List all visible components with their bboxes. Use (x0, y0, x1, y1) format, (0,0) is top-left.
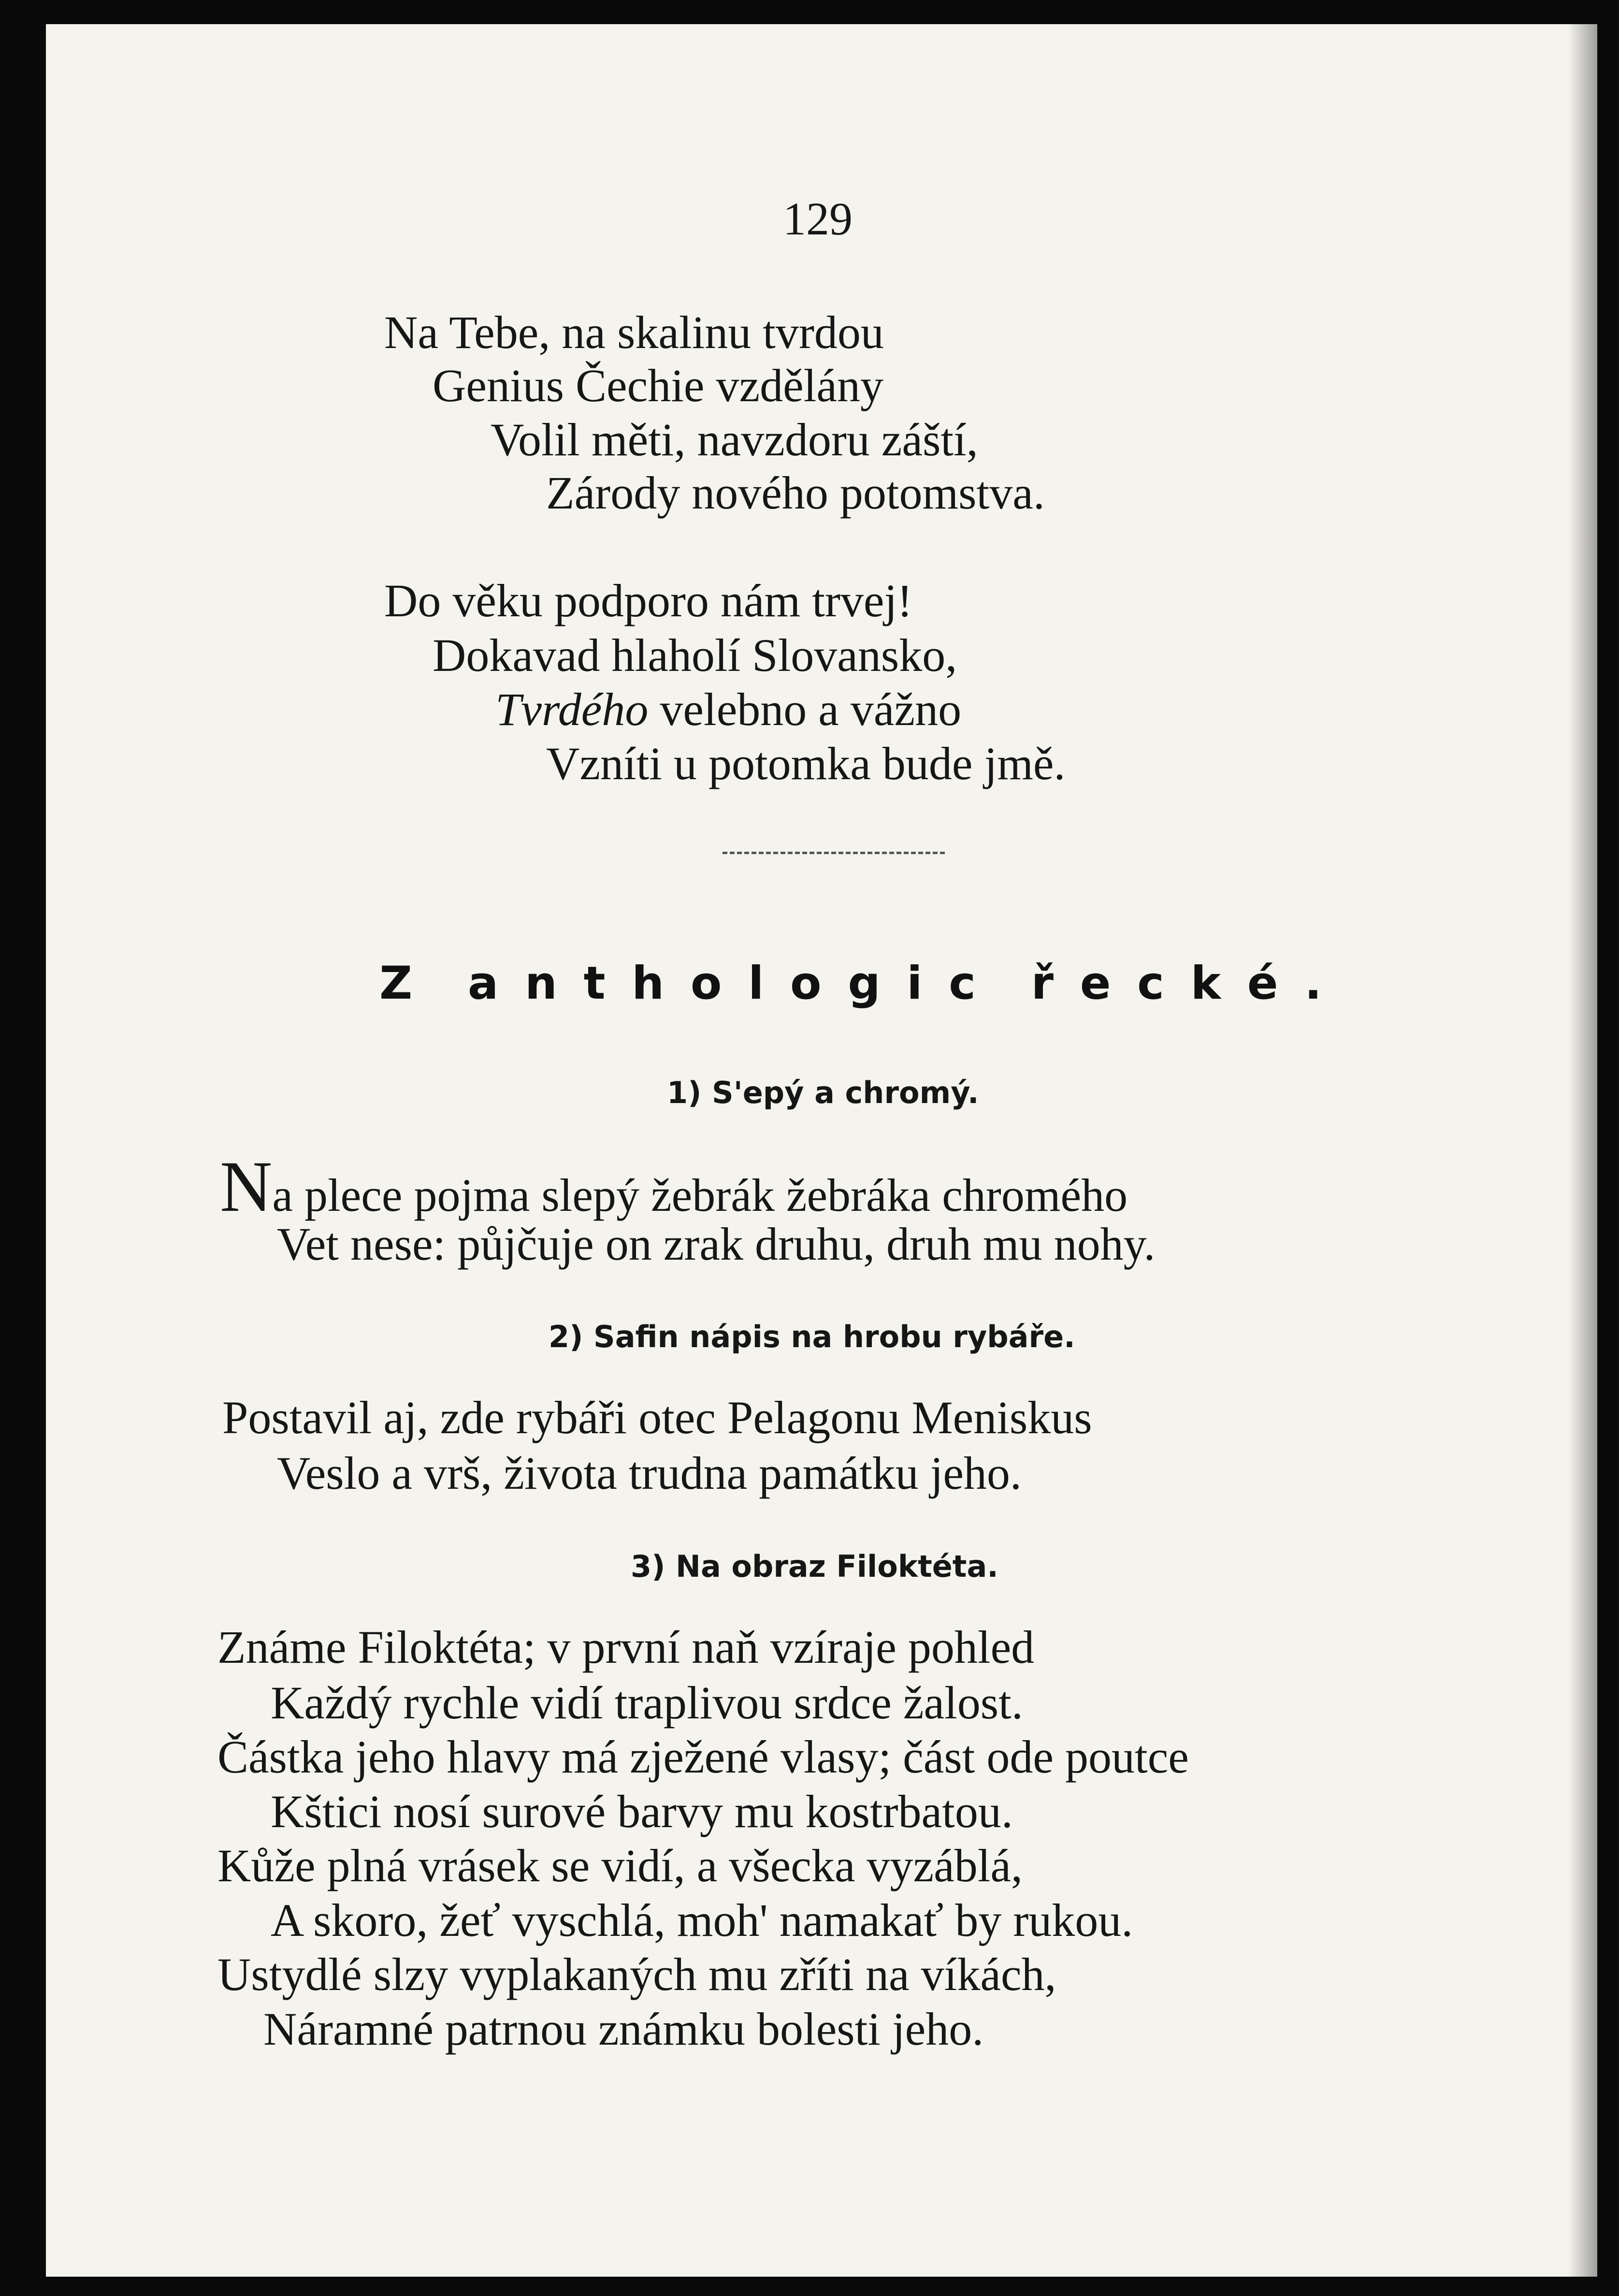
title-letter: c (1137, 957, 1164, 1010)
title-letter: k (1190, 957, 1221, 1010)
title-letter: g (848, 957, 881, 1010)
title-letter: i (907, 957, 923, 1010)
page-number: 129 (783, 193, 853, 245)
title-letter: Z (379, 957, 413, 1010)
section-divider (723, 852, 945, 854)
poem-line-rest: velebno a vážno (660, 683, 962, 735)
epigram-line: Vet nese: půjčuje on zrak druhu, druh mu nohy. (277, 1218, 1156, 1270)
epigram-line: Částka jeho hlavy má zježené vlasy; část ode poutce (217, 1731, 1189, 1783)
title-letter: t (583, 957, 606, 1010)
section-title (379, 957, 1322, 1010)
poem-line: Volil měti, navzdoru záští, (491, 414, 978, 465)
title-letter: e (1080, 957, 1111, 1010)
poem-line: Genius Čechie vzdělány (433, 360, 883, 411)
poem-line: Vzníti u potomka bude jmě. (546, 738, 1066, 789)
epigram-line: Náramné patrnou známku bolesti jeho. (263, 2003, 984, 2055)
title-letter: o (690, 957, 722, 1010)
epigram-heading: 2) Safin nápis na hrobu rybáře. (549, 1319, 1075, 1354)
epigram-line: Kůže plná vrásek se vidí, a všecka vyzáblá, (217, 1840, 1023, 1891)
poem-line: Do věku podporo nám trvej! (384, 575, 913, 626)
title-letter: . (1304, 957, 1322, 1010)
epigram-line: A skoro, žeť vyschlá, moh' namakať by rukou. (271, 1894, 1133, 1946)
title-letter: n (524, 957, 557, 1010)
epigram-heading: 3) Na obraz Filoktéta. (631, 1549, 998, 1584)
title-letter: ř (1031, 957, 1054, 1010)
title-letter: h (632, 957, 665, 1010)
epigram-line: Veslo a vrš, života trudna památku jeho. (277, 1447, 1022, 1499)
title-letter: o (790, 957, 822, 1010)
title-letter: é (1247, 957, 1278, 1010)
title-letter: c (949, 957, 976, 1010)
poem-line: Na Tebe, na skalinu tvrdou (384, 306, 884, 358)
epigram-line: Ustydlé slzy vyplakaných mu zříti na víkách, (217, 1948, 1056, 2000)
epigram-line: Každý rychle vidí traplivou srdce žalost. (271, 1677, 1023, 1729)
book-page (46, 24, 1597, 2277)
epigram-line (220, 1147, 1128, 1227)
title-letter: l (748, 957, 764, 1010)
epigram-line: Známe Filoktéta; v první naň vzíraje pohled (217, 1621, 1035, 1673)
poem-line: Dokavad hlaholí Slovansko, (433, 629, 957, 681)
epigram-heading: 1) S'epý a chromý. (667, 1075, 979, 1110)
italic-word: Tvrdého (495, 683, 649, 735)
poem-line: Zárody nového potomstva. (546, 467, 1045, 519)
epigram-line: Kštici nosí surové barvy mu kostrbatou. (271, 1786, 1013, 1837)
poem-line-with-italic (495, 683, 962, 735)
title-letter: a (467, 957, 499, 1010)
epigram-line: Postavil aj, zde rybáři otec Pelagonu Meniskus (222, 1392, 1092, 1443)
dropcap: N (220, 1147, 273, 1227)
epigram-line-text: a plece pojma slepý žebrák žebráka chromého (272, 1169, 1128, 1221)
